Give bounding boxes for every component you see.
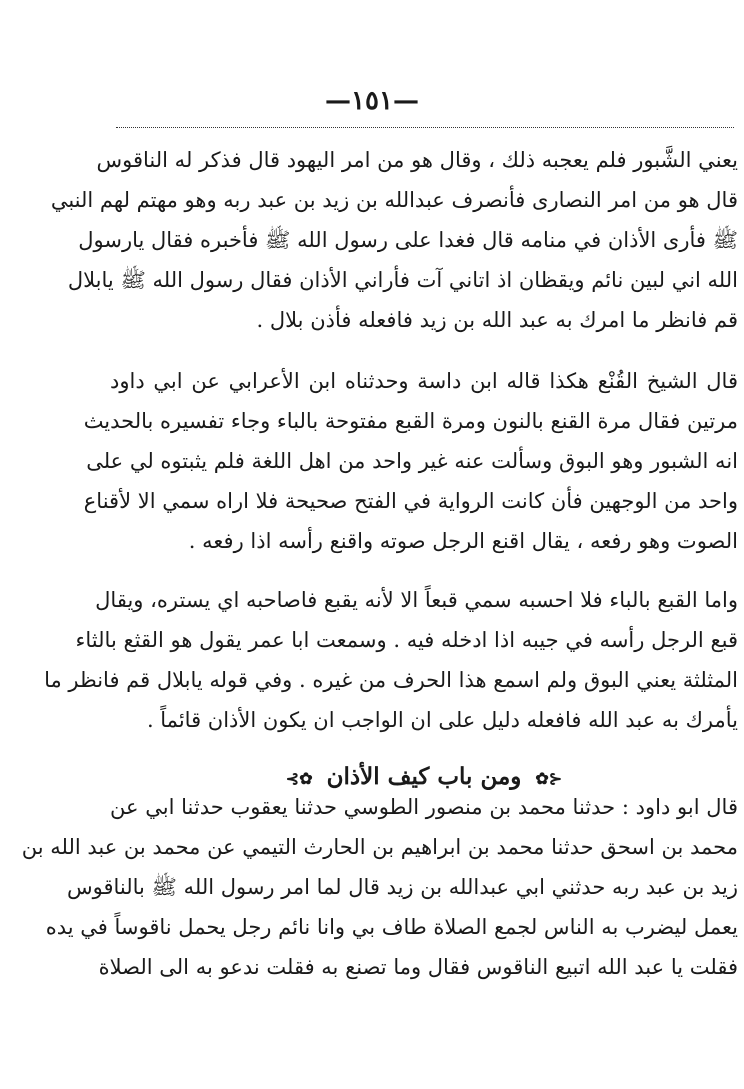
paragraph-2: [83, 361, 738, 561]
text-line: قم فانظر ما امرك به عبد الله بن زيد فافعله فأذن بلال .: [256, 308, 738, 332]
text-line: قال ابو داود : حدثنا محمد بن منصور الطوسي حدثنا يعقوب حدثنا ابي عن: [110, 795, 738, 819]
text-line: يأمرك به عبد الله فافعله دليل على ان الواجب ان يكون الأذان قائماً .: [146, 708, 738, 732]
paragraph-3: [44, 580, 738, 740]
paragraph-4: [21, 787, 738, 987]
text-line: يعني الشَّبور فلم يعجبه ذلك ، وقال هو من امر اليهود قال فذكر له الناقوس: [96, 148, 738, 172]
text-line: قال هو من امر النصارى فأنصرف عبدالله بن زيد بن عبد ربه وهو مهتم لهم النبي: [50, 188, 738, 212]
section-heading-text: ومن باب كيف الأذان: [326, 763, 522, 790]
ornament-left-icon: ✿⊱: [285, 769, 313, 788]
text-line: زيد بن عبد ربه حدثني ابي عبدالله بن زيد قال لما امر رسول الله ﷺ بالناقوس: [66, 875, 738, 899]
text-line: انه الشبور وهو البوق وسألت عنه غير واحد من اهل اللغة فلم يثبتوه لي على: [86, 449, 738, 473]
text-line: واحد من الوجهين فأن كانت الرواية في الفتح صحيحة فلا اراه سمي الا لأقناع: [83, 489, 738, 513]
text-line: قبع الرجل رأسه في جيبه اذا ادخله فيه . وسمعت ابا عمر يقول هو القثع بالثاء: [75, 628, 738, 652]
text-line: الله اني لبين نائم ويقظان اذ اتاني آت فأراني الأذان فقال رسول الله ﷺ يابلال: [67, 268, 738, 292]
text-line: مرتين فقال مرة القنع بالنون ومرة القبع مفتوحة بالباء وجاء تفسيره بالحديث: [83, 409, 738, 433]
text-line: ﷺ فأرى الأذان في منامه قال فغدا على رسول الله ﷺ فأخبره فقال يارسول: [78, 228, 738, 252]
page-number: —١٥١—: [325, 86, 419, 116]
text-line: المثلثة يعني البوق ولم اسمع هذا الحرف من غيره . وفي قوله يابلال قم فانظر ما: [44, 668, 738, 692]
text-line: فقلت يا عبد الله اتبيع الناقوس فقال وما تصنع به فقلت ندعو به الى الصلاة: [98, 955, 738, 979]
text-line: قال الشيخ القُنْع هكذا قاله ابن داسة وحدثناه ابن الأعرابي عن ابي داود: [110, 369, 738, 393]
text-line: يعمل ليضرب به الناس لجمع الصلاة طاف بي وانا نائم رجل يحمل ناقوساً في يده: [45, 915, 738, 939]
header-rule: [116, 127, 734, 128]
paragraph-1: [50, 140, 738, 340]
ornament-right-icon: ⊰✿: [535, 769, 563, 788]
text-line: واما القبع بالباء فلا احسبه سمي قبعاً الا لأنه يقبع فاصاحبه اي يستره، ويقال: [95, 588, 738, 612]
text-line: الصوت وهو رفعه ، يقال اقنع الرجل صوته واقنع رأسه اذا رفعه .: [188, 529, 738, 553]
text-line: محمد بن اسحق حدثنا محمد بن ابراهيم بن الحارث التيمي عن محمد بن عبد الله بن: [21, 835, 738, 859]
